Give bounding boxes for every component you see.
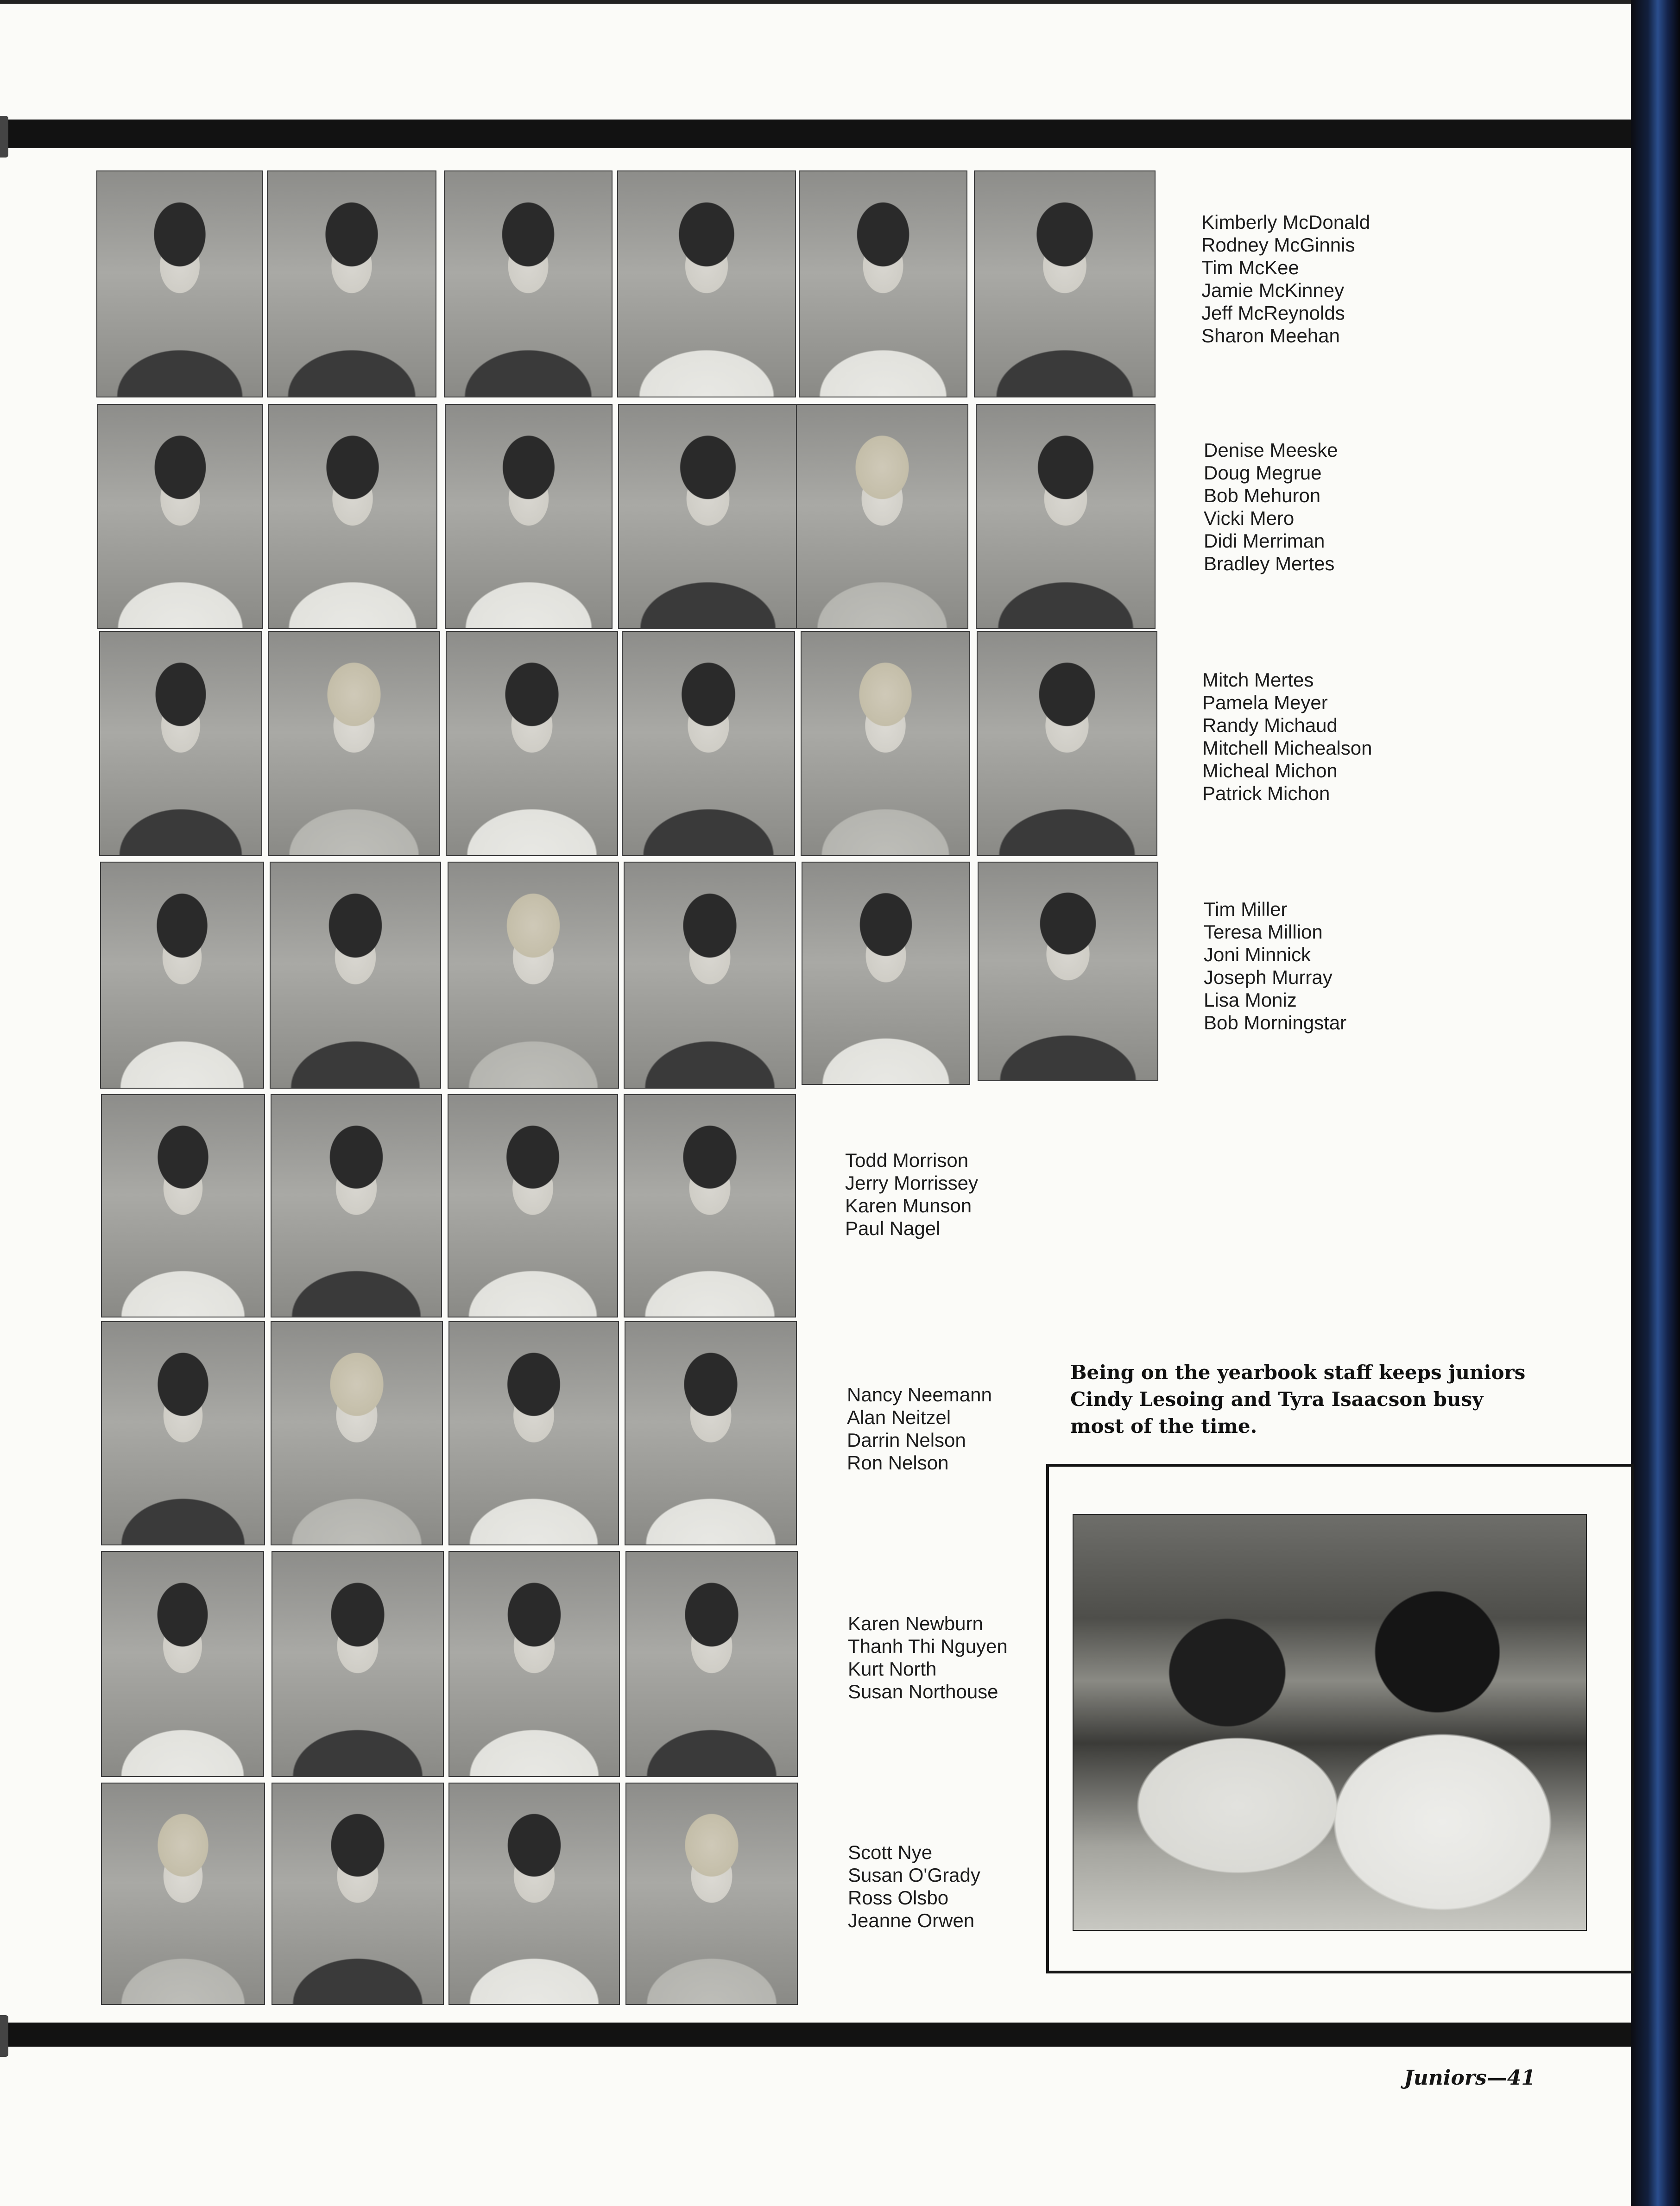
binding-spine — [1631, 0, 1680, 2206]
portrait-photo — [448, 1094, 618, 1317]
page-number: Juniors—41 — [1404, 2066, 1536, 2090]
candid-photo — [1073, 1514, 1587, 1931]
student-name: Jerry Morrissey — [845, 1172, 979, 1194]
name-list — [1202, 668, 1372, 805]
portrait-photo — [96, 170, 263, 397]
student-name: Todd Morrison — [845, 1149, 969, 1171]
portrait-photo — [271, 1321, 443, 1545]
portrait-photo — [267, 170, 436, 397]
binder-ring — [0, 116, 8, 158]
portrait-photo — [624, 862, 796, 1089]
portrait-photo — [625, 1321, 797, 1545]
student-name: Ron Nelson — [847, 1452, 949, 1474]
name-list — [845, 1149, 978, 1240]
portrait-photo — [802, 862, 970, 1085]
student-name: Ross Olsbo — [848, 1887, 949, 1909]
student-name: Kurt North — [848, 1658, 937, 1680]
student-name: Kimberly McDonald — [1201, 211, 1371, 233]
student-name: Bob Mehuron — [1204, 485, 1321, 506]
student-name: Joseph Murray — [1204, 966, 1333, 988]
student-name: Bradley Mertes — [1204, 553, 1335, 574]
portrait-photo — [268, 404, 437, 629]
student-name: Denise Meeske — [1204, 439, 1338, 461]
student-name: Doug Megrue — [1204, 462, 1322, 484]
bottom-rule — [0, 2023, 1631, 2047]
student-name: Lisa Moniz — [1204, 989, 1297, 1011]
photo-caption: Being on the yearbook staff keeps juniors Cindy Lesoing and Tyra Isaacson busy most of the time. — [1070, 1361, 1526, 1437]
student-name: Didi Merriman — [1204, 530, 1325, 552]
student-name: Paul Nagel — [845, 1217, 941, 1239]
student-name: Patrick Michon — [1202, 782, 1330, 804]
portrait-photo — [625, 1783, 798, 2005]
student-name: Scott Nye — [848, 1841, 933, 1863]
student-name: Jeff McReynolds — [1201, 302, 1345, 324]
student-name: Rodney McGinnis — [1201, 234, 1355, 256]
student-name: Karen Munson — [845, 1195, 972, 1216]
portrait-photo — [976, 404, 1156, 629]
page-top-edge — [0, 0, 1631, 4]
portrait-photo — [974, 170, 1156, 397]
student-name: Thanh Thi Nguyen — [848, 1635, 1008, 1657]
name-list — [1204, 898, 1346, 1034]
portrait-photo — [448, 1783, 620, 2005]
portrait-photo — [796, 404, 968, 629]
portrait-photo — [101, 1321, 265, 1545]
name-list — [1201, 211, 1370, 347]
portrait-photo — [799, 170, 967, 397]
binder-ring — [0, 2015, 8, 2057]
name-list — [848, 1612, 1008, 1703]
student-name: Vicki Mero — [1204, 507, 1295, 529]
student-name: Susan O'Grady — [848, 1864, 980, 1886]
portrait-photo — [99, 631, 262, 856]
portrait-photo — [617, 170, 796, 397]
student-name: Mitchell Michealson — [1202, 737, 1372, 759]
portrait-photo — [446, 631, 618, 856]
student-name: Alan Neitzel — [847, 1406, 951, 1428]
student-name: Randy Michaud — [1202, 714, 1338, 736]
portrait-photo — [101, 1094, 265, 1317]
portrait-photo — [270, 862, 441, 1089]
portrait-photo — [272, 1551, 444, 1777]
portrait-photo — [625, 1551, 798, 1777]
student-name: Tim Miller — [1204, 898, 1288, 920]
portrait-photo — [444, 170, 613, 397]
student-name: Teresa Million — [1204, 921, 1323, 943]
student-name: Jeanne Orwen — [848, 1910, 975, 1931]
student-name: Karen Newburn — [848, 1613, 983, 1634]
portrait-photo — [271, 1094, 442, 1317]
student-name: Tim McKee — [1201, 257, 1299, 278]
portrait-photo — [448, 1551, 620, 1777]
name-list — [1204, 439, 1338, 575]
portrait-photo — [448, 862, 619, 1089]
portrait-photo — [622, 631, 795, 856]
student-name: Sharon Meehan — [1201, 325, 1340, 347]
portrait-photo — [101, 1783, 265, 2005]
student-name: Mitch Mertes — [1202, 669, 1314, 691]
portrait-photo — [445, 404, 613, 629]
portrait-photo — [618, 404, 798, 629]
portrait-photo — [448, 1321, 619, 1545]
portrait-photo — [272, 1783, 444, 2005]
student-name: Joni Minnick — [1204, 944, 1311, 965]
portrait-photo — [268, 631, 440, 856]
portrait-photo — [978, 862, 1158, 1081]
student-name: Susan Northouse — [848, 1681, 998, 1702]
student-name: Nancy Neemann — [847, 1384, 992, 1406]
student-name: Bob Morningstar — [1204, 1012, 1347, 1034]
student-name: Micheal Michon — [1202, 760, 1338, 782]
name-list — [848, 1841, 980, 1932]
portrait-photo — [97, 404, 263, 629]
top-rule — [0, 120, 1631, 148]
portrait-photo — [977, 631, 1157, 856]
portrait-photo — [801, 631, 970, 856]
portrait-photo — [100, 862, 264, 1089]
name-list — [847, 1383, 992, 1474]
portrait-photo — [624, 1094, 796, 1317]
student-name: Darrin Nelson — [847, 1429, 966, 1451]
student-name: Pamela Meyer — [1202, 692, 1328, 713]
student-name: Jamie McKinney — [1201, 279, 1345, 301]
portrait-photo — [101, 1551, 264, 1777]
